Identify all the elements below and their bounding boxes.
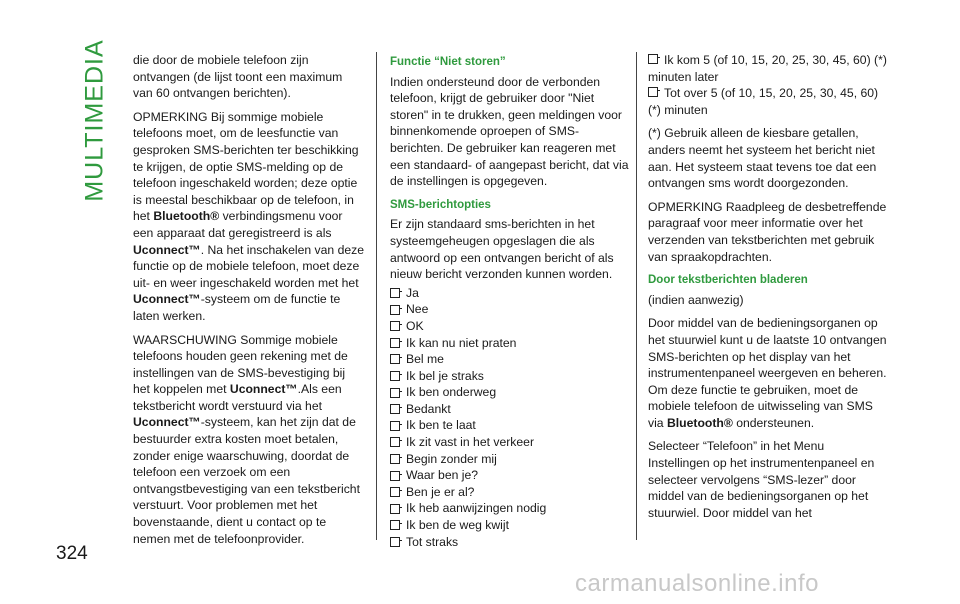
column-3 bbox=[648, 52, 888, 528]
list-item bbox=[390, 318, 630, 335]
text-run: . Na het inschakelen van deze functie op de mobiele telefoon, moet deze uit- en weer ingeschakeld worden met het bbox=[133, 242, 365, 290]
col2-paragraph-1: Indien ondersteund door de verbonden telefoon, krijgt de gebruiker door "Niet storen" in te drukken, geen meldingen voor binnenkomende oproepen of SMS-berichten. De gebruiker kan reageren met een standaard- of aangepast bericht, dat via de instellingen is opgegeven. bbox=[390, 74, 629, 189]
checkbox-icon bbox=[390, 338, 400, 348]
list-item bbox=[390, 434, 630, 451]
list-item bbox=[390, 384, 630, 401]
heading-sms-options: SMS-berichtopties bbox=[390, 198, 491, 211]
uconnect-term: Uconnect™ bbox=[133, 415, 201, 430]
checkbox-icon bbox=[390, 321, 400, 331]
list-item-label: Ik bel je straks bbox=[406, 368, 484, 383]
checkbox-icon bbox=[390, 437, 400, 447]
list-item-label: OK bbox=[406, 318, 424, 333]
list-item-label: Ik ben de weg kwijt bbox=[406, 518, 509, 533]
col3-paragraph-3: (indien aanwezig) bbox=[648, 292, 744, 307]
checkbox-icon bbox=[390, 421, 400, 431]
list-item bbox=[390, 534, 630, 551]
list-item bbox=[648, 52, 888, 85]
bluetooth-term: Bluetooth® bbox=[153, 209, 220, 224]
checkbox-icon bbox=[390, 454, 400, 464]
column-divider-1 bbox=[376, 52, 377, 540]
checkbox-icon bbox=[390, 288, 400, 298]
list-item-label: Tot straks bbox=[406, 534, 459, 549]
text-run: -systeem, kan het zijn dat de bestuurder extra kosten moet betalen, zonder enige waarschuwing, doordat de telefoon een verzoek om een ontvangstbevestiging van een tekstbericht verstuurt. Voor problemen met het bovenstaande, dient u contact op te nemen met de telefoonprovider. bbox=[133, 415, 360, 546]
list-item-label: Ja bbox=[406, 285, 419, 300]
column-1 bbox=[133, 52, 365, 554]
watermark: carmanualsonline.info bbox=[575, 570, 819, 597]
list-item-label: Ik zit vast in het verkeer bbox=[406, 435, 535, 450]
col2-paragraph-2: Er zijn standaard sms-berichten in het systeemgeheugen opgeslagen die als antwoord op een ontvangen bericht of als nieuw bericht verzonden kunnen worden. bbox=[390, 217, 614, 282]
section-title bbox=[78, 38, 112, 202]
list-item bbox=[390, 401, 630, 418]
checkbox-icon bbox=[390, 354, 400, 364]
text-run: -systeem om de functie te laten werken. bbox=[133, 292, 341, 323]
list-item bbox=[390, 368, 630, 385]
page-number: 324 bbox=[56, 543, 88, 564]
checkbox-icon bbox=[390, 371, 400, 381]
column-divider-2 bbox=[636, 52, 637, 540]
checkbox-icon bbox=[390, 504, 400, 514]
col3-paragraph-2: OPMERKING Raadpleeg de desbetreffende paragraaf voor meer informatie over het verzenden van tekstberichten met gebruik van spraakopdrachten. bbox=[648, 199, 887, 264]
text-run: Door middel van de bedieningsorganen op het stuurwiel kunt u de laatste 10 ontvangen SMS-berichten op het display van het instrumentenpaneel weergeven en beheren. Om deze functie te gebruiken, moet de mobiele telefoon de uitwisseling van SMS via bbox=[648, 316, 887, 430]
uconnect-term: Uconnect™ bbox=[133, 242, 201, 257]
uconnect-term: Uconnect™ bbox=[133, 292, 201, 307]
col1-paragraph-3 bbox=[133, 332, 365, 548]
text-run: ondersteunen. bbox=[732, 415, 815, 430]
list-item-label: Ik ben te laat bbox=[406, 418, 476, 433]
checkbox-icon bbox=[390, 520, 400, 530]
bluetooth-term: Bluetooth® bbox=[666, 415, 733, 430]
checkbox-icon bbox=[390, 305, 400, 315]
list-item-label: Ik ben onderweg bbox=[406, 385, 497, 400]
list-item-label: Waar ben je? bbox=[406, 468, 479, 483]
list-item bbox=[390, 451, 630, 468]
list-item bbox=[390, 467, 630, 484]
list-item bbox=[390, 335, 630, 352]
col3-paragraph-1: (*) Gebruik alleen de kiesbare getallen, anders neemt het systeem het bericht niet aan. Het systeem staat tevens toe dat een ontvangen sms wordt doorgezonden. bbox=[648, 126, 877, 191]
list-item-label: Bel me bbox=[406, 352, 444, 367]
list-item bbox=[390, 301, 630, 318]
checkbox-icon bbox=[648, 54, 658, 64]
text-run: verbindingsmenu voor een apparaat dat geregistreerd is als bbox=[133, 209, 343, 240]
section-title-text: MULTIMEDIA bbox=[80, 38, 109, 202]
list-item bbox=[390, 484, 630, 501]
list-item-label: Ben je er al? bbox=[406, 484, 475, 499]
list-item bbox=[390, 417, 630, 434]
list-item-label: Nee bbox=[406, 302, 429, 317]
col1-paragraph-1: die door de mobiele telefoon zijn ontvangen (de lijst toont een maximum van 60 ontvangen berichten). bbox=[133, 53, 343, 101]
checkbox-icon bbox=[390, 404, 400, 414]
heading-browse-messages: Door tekstberichten bladeren bbox=[648, 274, 808, 287]
sms-options-list bbox=[390, 285, 630, 551]
checkbox-icon bbox=[390, 487, 400, 497]
list-item-label: Ik kom 5 (of 10, 15, 20, 25, 30, 45, 60) (*) minuten later bbox=[648, 53, 887, 84]
checkbox-icon bbox=[390, 471, 400, 481]
checkbox-icon bbox=[390, 537, 400, 547]
column-2 bbox=[390, 52, 630, 550]
uconnect-term: Uconnect™ bbox=[229, 382, 298, 397]
list-item-label: Begin zonder mij bbox=[406, 451, 497, 466]
list-item bbox=[390, 517, 630, 534]
text-run: .Als een tekstbericht wordt verstuurd via het bbox=[133, 382, 342, 413]
col3-paragraph-5: Selecteer “Telefoon” in het Menu Instellingen op het instrumentenpaneel en selecteer vervolgens “SMS-lezer” door middel van de bedieningsorganen op het stuurwiel. Door middel van het bbox=[648, 439, 875, 520]
list-item bbox=[390, 500, 630, 517]
checkbox-icon bbox=[390, 388, 400, 398]
heading-do-not-disturb: Functie “Niet storen” bbox=[390, 56, 506, 68]
list-item bbox=[648, 85, 888, 118]
list-item-label: Ik heb aanwijzingen nodig bbox=[406, 501, 547, 516]
col1-paragraph-2 bbox=[133, 109, 365, 325]
list-item bbox=[390, 285, 630, 302]
text-run: OPMERKING Bij sommige mobiele telefoons moet, om de leesfunctie van gesproken SMS-berichten ter beschikking te krijgen, de optie SMS-melding op de telefoon ingeschakeld worden; deze optie is meestal beschikbaar op de telefoon, in het bbox=[133, 109, 359, 224]
checkbox-icon bbox=[648, 87, 658, 97]
list-item-label: Tot over 5 (of 10, 15, 20, 25, 30, 45, 60) (*) minuten bbox=[648, 86, 879, 117]
list-item bbox=[390, 351, 630, 368]
list-item-label: Bedankt bbox=[406, 401, 451, 416]
list-item-label: Ik kan nu niet praten bbox=[406, 335, 517, 350]
col3-paragraph-4 bbox=[648, 315, 888, 431]
text-run: WAARSCHUWING Sommige mobiele telefoons houden geen rekening met de instellingen van de SMS-bevestiging bij het koppelen met bbox=[133, 332, 348, 397]
